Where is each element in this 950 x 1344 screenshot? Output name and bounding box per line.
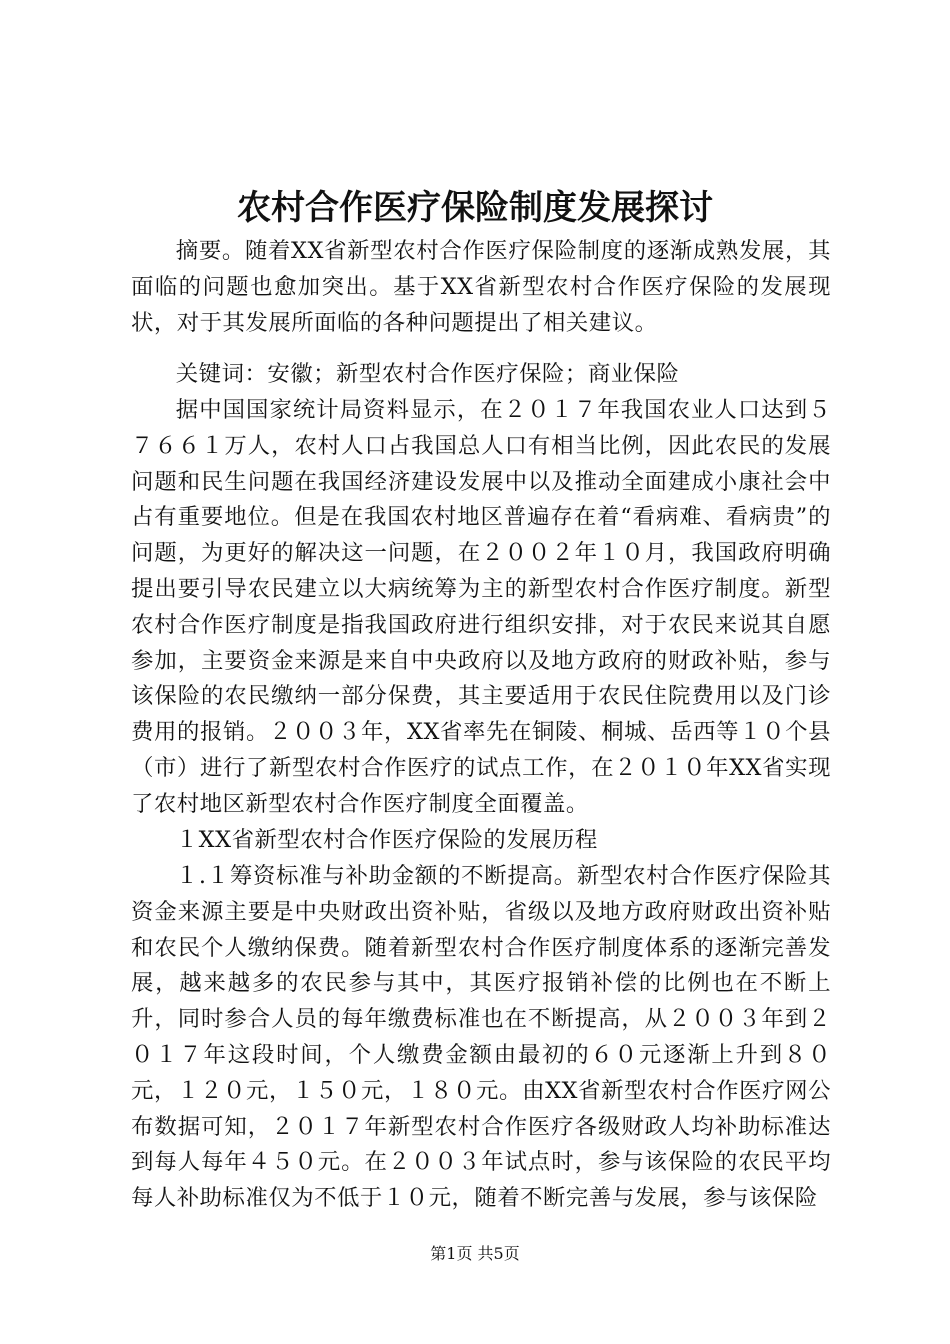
page-number-footer: 第1页 共5页 bbox=[430, 1244, 520, 1263]
abstract-block bbox=[131, 234, 831, 341]
section-heading: １XX省新型农村合作医疗保险的发展历程 bbox=[175, 827, 598, 853]
subsection-paragraph: １.１筹资标准与补助金额的不断提高。新型农村合作医疗保险其资金来源主要是中央财政出资补贴，省级以及地方政府财政出资补贴和农民个人缴纳保费。随着新型农村合作医疗制度体系的逐渐完善发展，越来越多的农民参与其中，其医疗报销补偿的比例也在不断上升，同时参合人员的每年缴费标准也在不断提高，从２００３年到２０１７年这段时间，个人缴费金额由最初的６０元逐渐上升到８０元，１２０元，１５０元，１８０元。由XX省新型农村合作医疗网公布数据可知，２０１７年新型农村合作医疗各级财政人均补助标准达到每人每年４５０元。在２００３年试点时，参与该保险的农民平均每人补助标准仅为不低于１０元，随着不断完善与发展，参与该保险 bbox=[131, 863, 831, 1212]
subsection-block bbox=[131, 859, 831, 1217]
section-heading-block bbox=[131, 823, 831, 859]
document-title: 农村合作医疗保险制度发展探讨 bbox=[237, 188, 713, 228]
keywords-block bbox=[131, 357, 831, 393]
abstract-paragraph: 摘要。随着XX省新型农村合作医疗保险制度的逐渐成熟发展，其面临的问题也愈加突出。基于XX省新型农村合作医疗保险的发展现状，对于其发展所面临的各种问题提出了相关建议。 bbox=[131, 238, 831, 336]
keywords-line: 关键词：安徽；新型农村合作医疗保险；商业保险 bbox=[175, 361, 680, 387]
intro-paragraph: 据中国国家统计局资料显示，在２０１７年我国农业人口达到５７６６１万人，农村人口占我国总人口有相当比例，因此农民的发展问题和民生问题在我国经济建设发展中以及推动全面建成小康社会中占有重要地位。但是在我国农村地区普遍存在着“看病难、看病贵”的问题，为更好的解决这一问题，在２００２年１０月，我国政府明确提出要引导农民建立以大病统筹为主的新型农村合作医疗制度。新型农村合作医疗制度是指我国政府进行组织安排，对于农民来说其自愿参加，主要资金来源是来自中央政府以及地方政府的财政补贴，参与该保险的农民缴纳一部分保费，其主要适用于农民住院费用以及门诊费用的报销。２００３年，XX省率先在铜陵、桐城、岳西等１０个县（市）进行了新型农村合作医疗的试点工作，在２０１０年XX省实现了农村地区新型农村合作医疗制度全面覆盖。 bbox=[131, 397, 831, 817]
intro-block bbox=[131, 393, 831, 823]
